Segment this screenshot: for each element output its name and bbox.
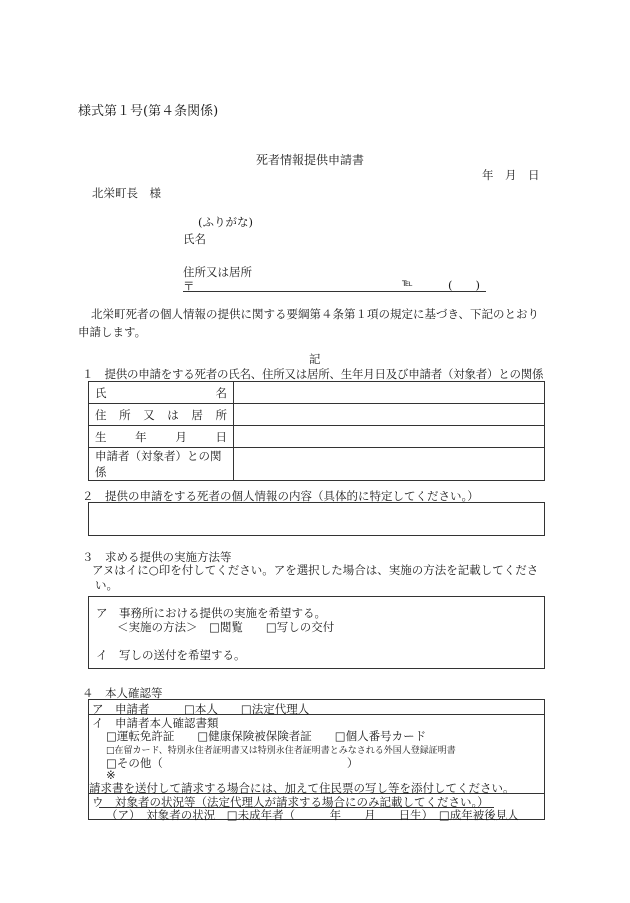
section3-instruction: アヌはイに○印を付してください。アを選択した場合は、実施の方法を記載してください。 xyxy=(92,563,539,592)
deceased-address-field[interactable] xyxy=(234,404,545,426)
method-option-a[interactable]: ア 事務所における提供の実施を希望する。 xyxy=(96,606,326,620)
relation-label-cell: 申請者（対象者）との関係 xyxy=(89,448,234,481)
document-title: 死者情報提供申請書 xyxy=(256,153,365,167)
table-row xyxy=(89,448,545,481)
applicant-name-label: 氏名 xyxy=(183,232,206,246)
id-documents-other[interactable]: □その他（ ） xyxy=(106,756,359,770)
section4-heading: ４ 本人確認等 xyxy=(82,686,163,700)
method-option-i[interactable]: イ 写しの送付を希望する。 xyxy=(96,648,246,662)
address-label-cell: 住 所 又 は 居 所 xyxy=(89,404,234,426)
tel-paren: ( ) xyxy=(448,278,480,292)
section2-heading: ２ 提供の申請をする死者の個人情報の内容（具体的に特定してください。） xyxy=(82,489,479,503)
name-label-cell: 氏 名 xyxy=(89,382,234,404)
applicant-type-row[interactable]: ア 申請者 □本人 □法定代理人 xyxy=(92,702,310,716)
note-mark: ※ xyxy=(106,768,116,782)
deceased-birthdate-field[interactable] xyxy=(234,426,545,448)
furigana-label: (ふりがな) xyxy=(198,215,253,229)
ki-mark: 記 xyxy=(309,352,321,366)
section1-heading: １ 提供の申請をする死者の氏名、住所又は居所、生年月日及び申請者（対象者）との関係 xyxy=(82,367,544,381)
identity-box xyxy=(88,699,545,820)
deceased-info-table xyxy=(88,381,545,481)
table-row xyxy=(89,404,545,426)
id-documents-heading: イ 申請者本人確認書類 xyxy=(92,716,219,730)
addressee: 北栄町長 様 xyxy=(92,186,161,200)
mail-note: 請求書を送付して請求する場合には、加えて住民票の写し等を添付してください。 xyxy=(89,781,515,795)
form-number: 様式第１号(第４条関係) xyxy=(78,104,219,119)
birthdate-label-cell: 生 年 月 日 xyxy=(89,426,234,448)
relation-field[interactable] xyxy=(234,448,545,481)
info-content-field[interactable] xyxy=(88,502,545,536)
address-underline xyxy=(183,291,486,292)
intro-paragraph: 北栄町死者の個人情報の提供に関する要綱第４条第１項の規定に基づき、下記のとおり申請します。 xyxy=(78,307,540,339)
subject-status-row[interactable]: （ア） 対象者の状況 □未成年者（ 年 月 日生） □成年被後見人 xyxy=(106,808,519,822)
id-documents-row1[interactable]: □運転免許証 □健康保険被保険者証 □個人番号カード xyxy=(106,729,427,743)
postal-mark: 〒 xyxy=(183,279,195,293)
deceased-name-field[interactable] xyxy=(234,382,545,404)
applicant-address-label: 住所又は居所 xyxy=(183,265,252,279)
tel-mark: ℡ xyxy=(402,278,413,289)
date-line: 年 月 日 xyxy=(482,168,540,182)
section3-heading: ３ 求める提供の実施方法等 xyxy=(82,550,232,564)
subject-status-heading: ウ 対象者の状況等（法定代理人が請求する場合にのみ記載してください。） xyxy=(92,795,489,809)
table-row xyxy=(89,382,545,404)
id-documents-row2[interactable]: □在留カード、特別永住者証明書又は特別永住者証明書とみなされる外国人登録証明書 xyxy=(106,746,456,756)
method-detail[interactable]: ＜実施の方法＞ □閲覧 □写しの交付 xyxy=(117,620,335,634)
table-row xyxy=(89,426,545,448)
method-box xyxy=(88,596,545,669)
